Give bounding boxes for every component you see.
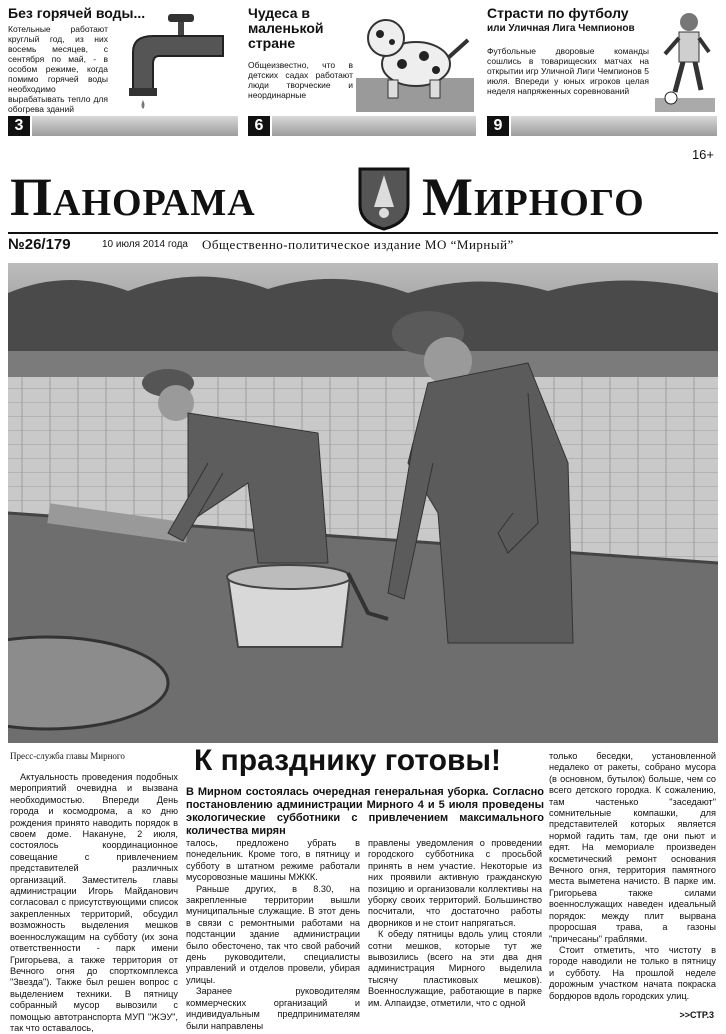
teaser-subtitle: или Уличная Лига Чемпионов: [487, 23, 635, 34]
article-lead: В Мирном состоялась очередная генеральная уборка. Согласно постановлению администрации Мирного 4 и 5 июля проведены экологические субботники с привлечением максимального количества мирян: [186, 786, 544, 837]
paragraph: Актуальность проведения подобных мероприятий очевидна и вызвана необходимостью. Впереди День города и космодрома, а ко дню рождения принято наводить порядок в своем доме. Накануне, 2 июля, состоялось координационное совещание с привлечением представителей различных организаций. Заместитель главы администрации Игорь Майданович согласовал с присутствующими список закрепленных территорий, обсудил возможность выделения мешков военнослужащим на субботу (их зона ответственности - парк имени Григорьева, а также территория от Вечного огня до спорткомплекса "Звезда"). Также был решен вопрос с выделением техники. В пятницу собранный мусор вывозили с помощью автотранспорта МУП "ЖЭУ", так что оставалось,: [10, 772, 178, 1033]
masthead-left: Панорама: [10, 167, 256, 227]
paragraph: Заранее руководителям коммерческих организаций и индивидуальным предпринимателям были направлены: [186, 986, 360, 1031]
teaser-wonders[interactable]: [248, 4, 476, 136]
article-col-1: [10, 772, 178, 1034]
teaser-football[interactable]: [487, 4, 717, 136]
paragraph: правлены уведомления о проведении городского субботника с просьбой принять в нем участие. Некоторые из них проявили активную гражданскую позицию и организовали коллективы на уборку своих территорий. Большинство посчитали, что достаточно работы дворников и не стоит напрягаться.: [368, 838, 542, 928]
article-headline: К празднику готовы!: [194, 744, 502, 777]
page-bar: [272, 116, 476, 136]
article-col-3: [368, 838, 542, 1009]
toy-dog-sculpture-icon: [356, 8, 474, 112]
teaser-text: Котельные работают круглый год, из них восемь месяцев, с сентября по май, - в особом режиме, когда помимо горячей воды необходимо вырабатывать тепло для обогрева зданий: [8, 24, 108, 114]
page-bar: [32, 116, 238, 136]
teaser-title: Страсти по футболу: [487, 5, 629, 21]
issue-tagline: Общественно-политическое издание МО “Мирный”: [202, 237, 514, 252]
water-tap-icon: [113, 12, 233, 112]
issue-bar: [8, 232, 718, 254]
issue-number: №26/179: [8, 236, 71, 253]
paragraph: талось, предложено убрать в понедельник. Кроме того, в пятницу и субботу в штатном режиме работали мусоровозные машины МЖКК.: [186, 838, 360, 883]
teaser-water[interactable]: [8, 4, 236, 136]
age-rating: 16+: [691, 147, 714, 162]
issue-date: 10 июля 2014 года: [102, 239, 188, 250]
paragraph: К обеду пятницы вдоль улиц стояли сотни мешков, которые тут же вывозились (всего на эти два дня администрация Мирного выделила тысячу пластиковых мешков). Военнослужащие, работающие в парке им. Алпаидзе, отметили, что с одной: [368, 929, 542, 1008]
teaser-text: Футбольные дворовые команды сошлись в товарищеских матчах на открытии игр Уличной Лиги Чемпионов 5 июля. Впереди у юных игроков целая неделя напряженных соревнований: [487, 46, 649, 96]
page-number: 9: [487, 116, 509, 136]
article-col-4: [549, 751, 716, 1002]
article-col-2: [186, 838, 360, 1032]
teaser-title: Чудеса в маленькой стране: [248, 5, 324, 51]
paragraph: Раньше других, в 8.30, на закрепленные территории вышли муниципальные служащие. В этот день в связи с ремонтными работами на подстанции здание администрации было обесточено, так что свой рабочий день руководители, специалисты управлений и отделов провели, убирая улицы.: [186, 883, 360, 985]
masthead-right: Мирного: [422, 167, 645, 227]
paragraph: только беседки, установленной недалеко от ракеты, собрано мусора (в основном, бутылок) больше, чем со всего детского городка. К сожалению, там частенько "заседают" сомнительные компашки, для представителей которых является нормой гадить там, где они пьют и едят. На мемориале произведен косметический ремонт основания Вечного огня, территория памятного места выметена начисто. В парке им. Григорьева также силами военнослужащих наведен идеальный порядок: между плит вырвана проросшая трава, а газоны "причесаны" граблями.: [549, 751, 716, 944]
page-number: 6: [248, 116, 270, 136]
page-bar: [511, 116, 717, 136]
teaser-title: Без горячей воды...: [8, 5, 146, 21]
teaser-text: Общеизвестно, что в детских садах работают люди творческие и неординарные: [248, 60, 353, 100]
paragraph: Стоит отметить, что чистоту в городе наводили не только в пятницу и субботу. На прошлой неделе дорожным участком начата покраска бордюров вдоль городских улиц.: [549, 944, 716, 1001]
photo-caption: Пресс-служба главы Мирного: [10, 751, 125, 761]
soldiers-repairing-memorial-photo: [8, 263, 718, 743]
page-number: 3: [8, 116, 30, 136]
coat-of-arms-icon: [356, 165, 412, 231]
football-player-icon: [655, 8, 715, 112]
continued-link[interactable]: >>СТР.3: [679, 1010, 714, 1020]
